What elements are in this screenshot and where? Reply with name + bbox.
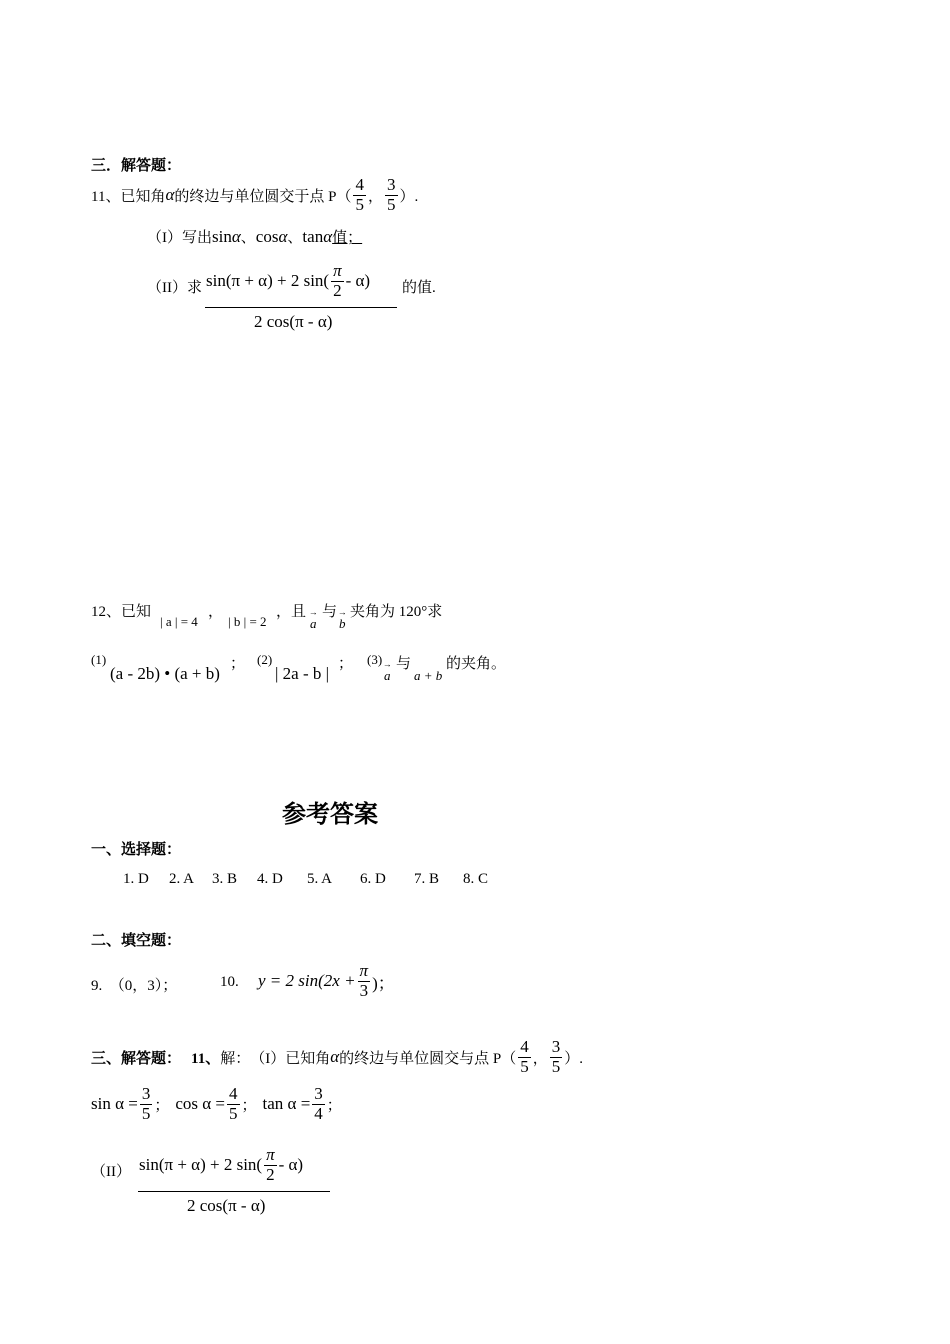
choice-1: 1. D	[123, 871, 149, 887]
q11-sin-alpha: α	[231, 227, 241, 246]
ans-11-cos-lhs: cos α =	[175, 1094, 226, 1114]
q11-cos-alpha: α	[278, 227, 288, 246]
choice-2: 2. A	[169, 871, 195, 887]
q12-a: → a	[310, 616, 317, 632]
q12-vec-b	[339, 616, 346, 632]
ans-11-two: 2	[266, 1164, 275, 1184]
ans-11-tan-den: 4	[314, 1103, 323, 1123]
choice-5: 5. A	[307, 871, 333, 887]
q12-item3-a: → a	[384, 668, 391, 684]
ans-11-text: 的终边与单位圆交与点 P（	[339, 1050, 517, 1067]
ans-11-comma: ，	[532, 1050, 548, 1067]
q11-sep2: 、	[287, 230, 303, 246]
q11-py-num: 3	[387, 175, 396, 194]
ans-11-pi-over-2	[264, 1146, 277, 1184]
q11-sep1: 、	[240, 230, 256, 246]
ans-11-jie: 解：	[220, 1050, 251, 1067]
ans-11-tan-num: 3	[314, 1084, 323, 1103]
ans-11-pi: π	[266, 1145, 275, 1164]
q12-semicolon-2: ；	[338, 656, 354, 672]
ans-11-cos-den: 5	[229, 1103, 238, 1123]
q12-prefix: 12、已知	[91, 604, 152, 620]
ans-11-sin-num: 3	[141, 1084, 151, 1103]
ans-section-heading-2: 二、填空题：	[91, 933, 182, 949]
ans-11-label: 11、	[191, 1050, 221, 1067]
ans-11-sin-lhs: sin α =	[91, 1094, 138, 1114]
q12-a-abs: | a | = 4	[160, 614, 198, 629]
q11-px	[353, 176, 366, 214]
choice-6: 6. D	[360, 871, 386, 887]
q11-py	[385, 176, 398, 214]
fill-q9: 9. （0，3）；	[91, 978, 178, 994]
ans-11-py-den: 5	[551, 1056, 561, 1076]
q11-part2-label: （II）求	[147, 280, 202, 296]
q11-text: 的终边与单位圆交于点 P（	[174, 188, 352, 205]
ans-11-part2-label: （II）	[91, 1164, 131, 1180]
q12-b-abs: | b | = 2	[228, 614, 267, 629]
q11-part1-end: 值；	[332, 230, 363, 246]
ans-11-tan-frac	[312, 1085, 325, 1123]
q12-item3-ab: a + b	[414, 668, 443, 683]
choice-4: 4. D	[257, 871, 283, 887]
ans-11-part2-denominator: 2 cos(π - α)	[187, 1196, 266, 1215]
ans-11-px	[518, 1038, 531, 1076]
q12-b: → b	[339, 616, 346, 632]
q12-comma: ，	[208, 604, 224, 620]
ans-11-sep-2: ；	[241, 1097, 257, 1114]
ans-11-sep-3: ；	[326, 1097, 342, 1114]
ans-11-px-den: 5	[520, 1056, 529, 1076]
q12-and: ，且	[276, 604, 307, 620]
ans-11-part2-numerator	[139, 1146, 303, 1184]
q11-tan-alpha: α	[323, 227, 333, 246]
fill-q10-three: 3	[359, 980, 369, 1000]
q11-part2-denominator: 2 cos(π - α)	[254, 312, 333, 331]
q11-pi-over-2	[331, 262, 344, 300]
ans-11-tan-lhs: tan α =	[262, 1094, 311, 1114]
ans-11-fraction-bar	[138, 1191, 330, 1192]
ans-11-py	[550, 1038, 563, 1076]
ans-11-line	[91, 1038, 583, 1076]
ans-11-sep-1: ；	[154, 1097, 170, 1114]
q12-with: 与	[322, 604, 338, 620]
q11-py-den: 5	[387, 194, 396, 214]
q11-part1-label: （I）写出	[147, 230, 212, 246]
ans-11-sin-den: 5	[141, 1103, 151, 1123]
q12-vec-a	[310, 616, 317, 632]
choice-7: 7. B	[414, 871, 440, 887]
q12-item3-label: (3)	[367, 652, 383, 667]
ans-11-sin-frac	[140, 1085, 153, 1123]
ans-section-heading-3: 三、解答题：	[91, 1050, 182, 1067]
q11-comma: ，	[367, 188, 383, 205]
choice-8: 8. C	[463, 871, 489, 887]
q11-fraction-bar	[205, 307, 397, 308]
q11-tan: tan	[302, 227, 324, 246]
q12-semicolon-1: ；	[230, 656, 246, 672]
q11-two: 2	[333, 280, 342, 300]
choice-answers	[123, 871, 488, 888]
q12-item2-label: (2)	[257, 652, 273, 667]
ans-11-alpha: α	[330, 1047, 340, 1067]
answers-title: 参考答案	[282, 800, 378, 828]
q12-item3-vec-a	[384, 668, 391, 684]
q11-alpha: α	[165, 185, 175, 205]
q12-item2-expr: | 2a - b |	[275, 664, 330, 683]
ans-11-numer-text: sin(π + α) + 2 sin(	[139, 1155, 263, 1175]
q11-part2-end: 的值.	[402, 280, 436, 296]
q12-item1-label: (1)	[91, 652, 107, 667]
fill-q10-end: )；	[372, 973, 395, 993]
q12-item3-with: 与	[396, 656, 412, 672]
fill-q10-pi: π	[359, 961, 369, 980]
ans-11-cos-frac	[227, 1085, 240, 1123]
fill-q10-expr	[258, 962, 395, 1000]
ans-11-part1	[91, 1085, 342, 1123]
q11-sin: sin	[212, 227, 232, 246]
ans-11-intro: （I）已知角	[250, 1050, 331, 1067]
q11-px-den: 5	[355, 194, 364, 214]
choice-3: 3. B	[212, 871, 238, 887]
q11-pi: π	[333, 261, 342, 280]
q11-numer-text: sin(π + α) + 2 sin(	[206, 271, 330, 291]
q12-item3-end: 的夹角。	[446, 656, 507, 672]
section-heading-3: 三．解答题：	[91, 158, 182, 174]
ans-11-px-num: 4	[520, 1037, 529, 1056]
q11-prefix: 11、已知角	[91, 188, 166, 205]
question-11	[91, 176, 418, 214]
q11-close: ）.	[399, 188, 419, 205]
q11-part2-numerator	[206, 262, 370, 300]
q12-item1-expr: (a - 2b) • (a + b)	[110, 664, 220, 683]
ans-11-py-num: 3	[551, 1037, 561, 1056]
fill-q10-lhs: y = 2 sin(2x +	[258, 971, 356, 991]
fill-q10-label: 10.	[220, 974, 239, 990]
fill-q10-pi-over-3	[358, 962, 371, 1000]
ans-11-cos-num: 4	[229, 1084, 238, 1103]
q11-numer-tail: - α)	[345, 271, 371, 291]
q11-part1	[147, 226, 362, 247]
q12-angle-text: 夹角为 120°求	[350, 604, 443, 620]
ans-11-close: ）.	[564, 1050, 584, 1067]
q11-cos: cos	[255, 227, 279, 246]
ans-11-numer-tail: - α)	[278, 1155, 304, 1175]
q11-px-num: 4	[355, 175, 364, 194]
ans-section-heading-1: 一、选择题：	[91, 842, 182, 858]
